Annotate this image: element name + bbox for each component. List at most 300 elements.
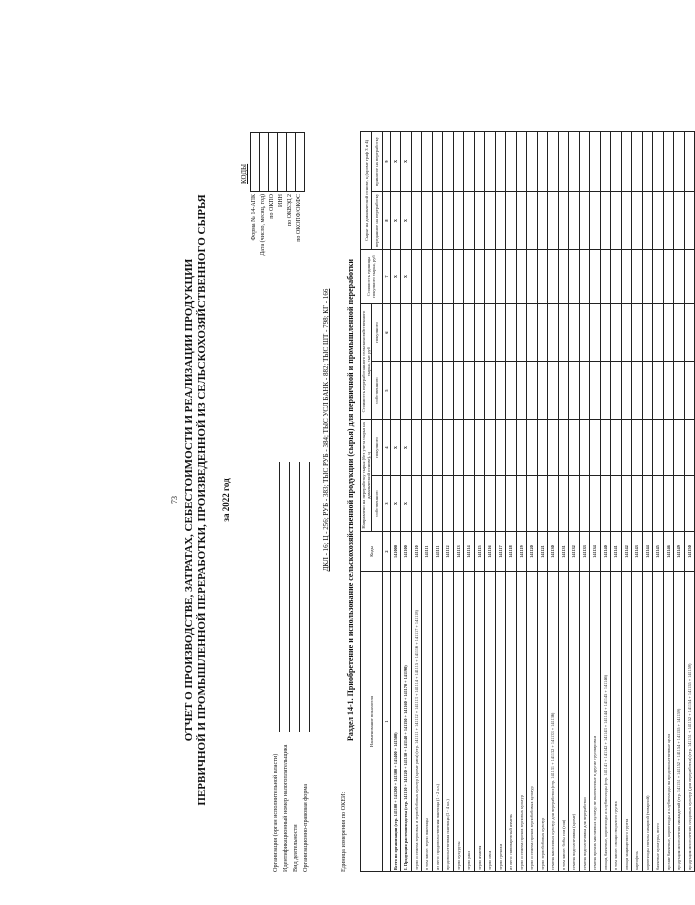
table-cell[interactable] bbox=[684, 304, 695, 362]
table-cell[interactable] bbox=[663, 362, 674, 420]
header-own-cost: собственного bbox=[372, 362, 383, 420]
table-cell[interactable]: Х bbox=[390, 476, 401, 532]
table-cell[interactable] bbox=[579, 420, 590, 476]
row-code: 141110 bbox=[411, 532, 422, 572]
table-row bbox=[569, 131, 580, 871]
table-cell[interactable] bbox=[653, 420, 664, 476]
title-line-1: ОТЧЕТ О ПРОИЗВОДСТВЕ, ЗАТРАТАХ, СЕБЕСТОИМОСТИ И РЕАЛИЗАЦИИ ПРОДУКЦИИ bbox=[183, 258, 195, 742]
table-row bbox=[401, 131, 412, 871]
table-cell[interactable] bbox=[432, 131, 443, 191]
table-cell[interactable] bbox=[516, 131, 527, 191]
row-name: картофель bbox=[632, 572, 643, 872]
table-cell[interactable] bbox=[600, 420, 611, 476]
table-cell[interactable] bbox=[621, 362, 632, 420]
table-cell[interactable] bbox=[390, 304, 401, 362]
table-row bbox=[653, 131, 664, 871]
table-cell[interactable] bbox=[590, 131, 601, 191]
row-code: 141143 bbox=[632, 532, 643, 572]
row-name: зерно и семена прочих зерновых культур bbox=[516, 572, 527, 872]
table-cell[interactable] bbox=[516, 304, 527, 362]
table-cell[interactable] bbox=[548, 304, 559, 362]
table-cell[interactable]: Х bbox=[390, 131, 401, 191]
form-label: Дата (число, месяц, год) bbox=[260, 194, 266, 256]
column-number: 6 bbox=[382, 304, 390, 362]
table-cell[interactable] bbox=[495, 250, 506, 304]
table-cell[interactable] bbox=[642, 131, 653, 191]
table-cell[interactable] bbox=[663, 250, 674, 304]
table-cell[interactable] bbox=[537, 362, 548, 420]
table-cell[interactable] bbox=[527, 420, 538, 476]
table-cell[interactable]: Х bbox=[401, 250, 412, 304]
table-cell[interactable] bbox=[653, 304, 664, 362]
table-cell[interactable] bbox=[411, 250, 422, 304]
table-cell[interactable] bbox=[642, 362, 653, 420]
table-cell[interactable] bbox=[464, 192, 475, 250]
column-number: 8 bbox=[382, 192, 390, 250]
table-cell[interactable] bbox=[653, 476, 664, 532]
row-name: I. Продукция растениеводства (стр. 141110 + 141120 + 141130 + 141140 + 141150 + 141160 + 141170 + 141190) bbox=[401, 572, 412, 872]
row-name: корнеплоды свеклы сахарной (товарной) bbox=[642, 572, 653, 872]
form-row bbox=[277, 132, 286, 332]
row-name: зерно гречихи bbox=[495, 572, 506, 872]
table-cell[interactable] bbox=[642, 420, 653, 476]
table-cell[interactable] bbox=[422, 250, 433, 304]
table-cell[interactable] bbox=[495, 420, 506, 476]
table-cell[interactable] bbox=[569, 131, 580, 191]
table-row bbox=[537, 131, 548, 871]
table-cell[interactable] bbox=[548, 476, 559, 532]
table-cell[interactable] bbox=[527, 192, 538, 250]
table-cell[interactable] bbox=[506, 131, 517, 191]
table-row bbox=[558, 131, 569, 871]
row-code: 141111 bbox=[432, 532, 443, 572]
table-cell[interactable] bbox=[464, 131, 475, 191]
table-cell[interactable] bbox=[621, 192, 632, 250]
table-cell[interactable] bbox=[506, 420, 517, 476]
table-row bbox=[506, 131, 517, 871]
org-fill-line bbox=[282, 462, 290, 732]
table-cell[interactable] bbox=[422, 420, 433, 476]
table-cell[interactable] bbox=[485, 476, 496, 532]
table-cell[interactable] bbox=[611, 304, 622, 362]
column-number: 3 bbox=[382, 476, 390, 532]
org-label-inn: Идентификационный номер налогоплательщика bbox=[282, 744, 289, 872]
table-cell[interactable] bbox=[600, 250, 611, 304]
table-cell[interactable] bbox=[632, 476, 643, 532]
table-cell[interactable] bbox=[653, 250, 664, 304]
table-cell[interactable] bbox=[611, 131, 622, 191]
table-cell[interactable] bbox=[684, 131, 695, 191]
table-cell[interactable] bbox=[485, 362, 496, 420]
table-row bbox=[684, 131, 695, 871]
table-cell[interactable] bbox=[453, 420, 464, 476]
form-row bbox=[268, 132, 277, 332]
table-cell[interactable] bbox=[443, 192, 454, 250]
table-cell[interactable] bbox=[422, 192, 433, 250]
org-label-activity: Вид деятельности bbox=[292, 824, 299, 872]
table-cell[interactable] bbox=[453, 250, 464, 304]
row-code: 141130 bbox=[548, 532, 559, 572]
table-cell[interactable] bbox=[569, 192, 580, 250]
table-cell[interactable] bbox=[611, 420, 622, 476]
table-cell[interactable] bbox=[453, 192, 464, 250]
table-cell[interactable] bbox=[516, 420, 527, 476]
table-cell[interactable] bbox=[516, 362, 527, 420]
row-name: зерно ржи bbox=[464, 572, 475, 872]
table-cell[interactable] bbox=[516, 476, 527, 532]
table-cell[interactable] bbox=[600, 362, 611, 420]
table-row bbox=[432, 131, 443, 871]
table-cell[interactable] bbox=[516, 192, 527, 250]
row-code: 141145 bbox=[653, 532, 664, 572]
table-cell[interactable] bbox=[548, 420, 559, 476]
table-cell[interactable] bbox=[443, 476, 454, 532]
header-code: Коды bbox=[361, 532, 383, 572]
row-code: 141132 bbox=[569, 532, 580, 572]
table-cell[interactable] bbox=[537, 304, 548, 362]
table-row bbox=[548, 131, 559, 871]
table-cell[interactable] bbox=[674, 250, 685, 304]
rotated-form bbox=[40, 120, 692, 880]
row-name: из него: пивоваренный ячмень bbox=[506, 572, 517, 872]
table-cell[interactable] bbox=[495, 131, 506, 191]
table-cell[interactable] bbox=[464, 476, 475, 532]
column-number: 4 bbox=[382, 420, 390, 476]
table-cell[interactable] bbox=[548, 250, 559, 304]
table-cell[interactable] bbox=[621, 250, 632, 304]
table-cell[interactable] bbox=[432, 476, 443, 532]
table-cell[interactable] bbox=[653, 192, 664, 250]
table-cell[interactable] bbox=[537, 476, 548, 532]
table-cell[interactable] bbox=[474, 420, 485, 476]
table-cell[interactable] bbox=[600, 304, 611, 362]
table-cell[interactable] bbox=[611, 192, 622, 250]
table-cell[interactable] bbox=[401, 362, 412, 420]
column-number: 2 bbox=[382, 532, 390, 572]
table-row bbox=[495, 131, 506, 871]
table-cell[interactable] bbox=[548, 131, 559, 191]
table-cell[interactable] bbox=[579, 362, 590, 420]
form-label: по ОКПО bbox=[269, 194, 275, 219]
row-name: семена прочих масличных культур не включенные в другие группировки bbox=[590, 572, 601, 872]
table-cell[interactable] bbox=[663, 192, 674, 250]
column-number: 9 bbox=[382, 131, 390, 191]
table-cell[interactable] bbox=[611, 476, 622, 532]
table-cell[interactable] bbox=[527, 476, 538, 532]
table-cell[interactable] bbox=[600, 192, 611, 250]
table-cell[interactable] bbox=[621, 476, 632, 532]
form-row bbox=[259, 132, 268, 332]
units-legend: ДКЛ - 16; Ц - 256; РУБ - 383; ТЫС РУБ - 384; ТЫС УСЛ БАНК - 882; ТЫС ШТ - 798; КГ - 166 bbox=[322, 288, 330, 572]
table-cell[interactable] bbox=[506, 304, 517, 362]
form-label: ИНН bbox=[278, 194, 284, 207]
table-cell[interactable] bbox=[569, 304, 580, 362]
table-cell[interactable] bbox=[537, 131, 548, 191]
table-cell[interactable] bbox=[422, 304, 433, 362]
header-unit-cost: Стоимость единицы покупного сырья, руб bbox=[361, 250, 383, 304]
table-cell[interactable] bbox=[432, 250, 443, 304]
table-cell[interactable] bbox=[495, 304, 506, 362]
table-cell[interactable] bbox=[674, 420, 685, 476]
row-code: 141133 bbox=[579, 532, 590, 572]
table-cell[interactable] bbox=[527, 250, 538, 304]
table-cell[interactable]: Х bbox=[390, 192, 401, 250]
table-row bbox=[422, 131, 433, 871]
org-fill-line bbox=[302, 462, 310, 732]
table-cell[interactable] bbox=[527, 362, 538, 420]
table-cell[interactable] bbox=[390, 362, 401, 420]
table-cell[interactable] bbox=[569, 420, 580, 476]
table-cell[interactable] bbox=[632, 250, 643, 304]
table-cell[interactable] bbox=[432, 304, 443, 362]
table-cell[interactable] bbox=[432, 362, 443, 420]
table-cell[interactable] bbox=[558, 362, 569, 420]
table-cell[interactable] bbox=[495, 362, 506, 420]
table-cell[interactable] bbox=[537, 192, 548, 250]
row-name: зерно и семена зерновых и зернобобовых культур (кроме риса) (стр. 141111 + 141112 + 141113 + 141114 + 141115 + 141116 + 141117 + 141118) bbox=[411, 572, 422, 872]
row-code: 141149 bbox=[674, 532, 685, 572]
table-cell[interactable] bbox=[443, 304, 454, 362]
header-own: собственного bbox=[372, 476, 383, 532]
table-cell[interactable] bbox=[464, 250, 475, 304]
table-cell[interactable] bbox=[674, 304, 685, 362]
table-cell[interactable] bbox=[600, 131, 611, 191]
table-cell[interactable] bbox=[411, 192, 422, 250]
table-cell[interactable] bbox=[590, 250, 601, 304]
table-cell[interactable] bbox=[590, 362, 601, 420]
row-code: 141141 bbox=[611, 532, 622, 572]
table-cell[interactable] bbox=[548, 362, 559, 420]
table-cell[interactable] bbox=[411, 304, 422, 362]
table-cell[interactable] bbox=[548, 192, 559, 250]
table-cell[interactable] bbox=[443, 420, 454, 476]
table-cell[interactable] bbox=[590, 304, 601, 362]
row-code: 141117 bbox=[495, 532, 506, 572]
table-cell[interactable]: Х bbox=[401, 131, 412, 191]
table-cell[interactable] bbox=[485, 192, 496, 250]
table-cell[interactable] bbox=[663, 476, 674, 532]
table-cell[interactable] bbox=[684, 192, 695, 250]
table-cell[interactable] bbox=[495, 192, 506, 250]
row-code: 141120 bbox=[527, 532, 538, 572]
table-cell[interactable] bbox=[684, 476, 695, 532]
table-cell[interactable] bbox=[558, 131, 569, 191]
table-cell[interactable] bbox=[422, 362, 433, 420]
table-row bbox=[453, 131, 464, 871]
table-cell[interactable] bbox=[579, 250, 590, 304]
table-cell[interactable] bbox=[558, 250, 569, 304]
table-cell[interactable] bbox=[632, 131, 643, 191]
row-code: 141119 bbox=[516, 532, 527, 572]
table-cell[interactable] bbox=[674, 131, 685, 191]
table-cell[interactable] bbox=[674, 476, 685, 532]
table-cell[interactable] bbox=[632, 420, 643, 476]
table-cell[interactable] bbox=[663, 304, 674, 362]
table-cell[interactable] bbox=[443, 131, 454, 191]
table-cell[interactable] bbox=[558, 420, 569, 476]
table-cell[interactable] bbox=[474, 362, 485, 420]
table-cell[interactable] bbox=[642, 250, 653, 304]
table-cell[interactable] bbox=[474, 476, 485, 532]
column-number: 7 bbox=[382, 250, 390, 304]
table-cell[interactable] bbox=[422, 131, 433, 191]
table-cell[interactable] bbox=[443, 250, 454, 304]
form-row bbox=[295, 132, 304, 332]
unit-measure-label: Единица измерения по ОКЕИ: bbox=[340, 791, 347, 872]
table-cell[interactable] bbox=[495, 476, 506, 532]
table-cell[interactable] bbox=[464, 362, 475, 420]
table-cell[interactable] bbox=[432, 420, 443, 476]
table-cell[interactable] bbox=[537, 250, 548, 304]
table-cell[interactable] bbox=[579, 192, 590, 250]
table-cell[interactable] bbox=[464, 420, 475, 476]
form-label: по ОКОПФ/ОКФС bbox=[296, 194, 302, 242]
table-cell[interactable] bbox=[674, 362, 685, 420]
table-cell[interactable] bbox=[621, 420, 632, 476]
row-name: прочие бахчевые, корнеплоды и клубнеплоды на продовольственные цели bbox=[663, 572, 674, 872]
table-cell[interactable] bbox=[579, 476, 590, 532]
table-cell[interactable] bbox=[590, 420, 601, 476]
table-cell[interactable] bbox=[653, 362, 664, 420]
table-cell[interactable] bbox=[422, 476, 433, 532]
table-cell[interactable] bbox=[485, 131, 496, 191]
table-body bbox=[390, 131, 695, 871]
table-row bbox=[443, 131, 454, 871]
table-cell[interactable] bbox=[632, 192, 643, 250]
row-name: в том числе: зерно пшеницы bbox=[422, 572, 433, 872]
row-code: 141118 bbox=[506, 532, 517, 572]
row-name: овощи, бахчевые, корнеплоды и клубнеплоды (стр. 141141 + 141142 + 141143 + 141144 + 141145 + 141146) bbox=[600, 572, 611, 872]
header-tolling: Сырье на давальческой основе, ц (кроме граф 3 и 4) bbox=[361, 131, 372, 249]
row-name: семена подсолнечника (кроме) bbox=[569, 572, 580, 872]
table-row bbox=[485, 131, 496, 871]
row-name: зерно зернобобовых культур bbox=[537, 572, 548, 872]
column-number: 1 bbox=[382, 572, 390, 872]
table-cell[interactable] bbox=[453, 304, 464, 362]
table-cell[interactable] bbox=[611, 362, 622, 420]
table-cell[interactable] bbox=[663, 420, 674, 476]
table-cell[interactable] bbox=[632, 304, 643, 362]
table-row bbox=[527, 131, 538, 871]
table-cell[interactable] bbox=[411, 476, 422, 532]
table-cell[interactable] bbox=[590, 192, 601, 250]
table-cell[interactable] bbox=[611, 250, 622, 304]
table-cell[interactable] bbox=[506, 476, 517, 532]
table-cell[interactable] bbox=[474, 192, 485, 250]
row-code: 141112 bbox=[443, 532, 454, 572]
table-row bbox=[674, 131, 685, 871]
table-row bbox=[632, 131, 643, 871]
table-cell[interactable] bbox=[663, 131, 674, 191]
table-cell[interactable]: Х bbox=[390, 420, 401, 476]
row-code: 141134 bbox=[590, 532, 601, 572]
table-cell[interactable] bbox=[653, 131, 664, 191]
row-name: семена подсолнечника для переработки bbox=[579, 572, 590, 872]
table-cell[interactable] bbox=[432, 192, 443, 250]
table-cell[interactable] bbox=[621, 131, 632, 191]
title-line-2: ПЕРВИЧНОЙ И ПРОМЫШЛЕННОЙ ПЕРЕРАБОТКИ, ПРОИЗВЕДЕННОЙ ИЗ СЕЛЬСКОХОЗЯЙСТВЕННОГО СЫРЬЯ bbox=[195, 194, 208, 806]
table-cell[interactable] bbox=[579, 304, 590, 362]
table-cell[interactable] bbox=[674, 192, 685, 250]
table-cell[interactable] bbox=[569, 476, 580, 532]
table-cell[interactable] bbox=[411, 420, 422, 476]
table-cell[interactable] bbox=[411, 362, 422, 420]
table-cell[interactable] bbox=[453, 362, 464, 420]
table-cell[interactable] bbox=[569, 362, 580, 420]
table-cell[interactable] bbox=[621, 304, 632, 362]
row-name: продукция многолетних плодовых культур (для переработки) (стр. 141151 + 141152 + 141154 + 141155 + 141159) bbox=[684, 572, 695, 872]
table-cell[interactable] bbox=[684, 250, 695, 304]
table-cell[interactable] bbox=[590, 476, 601, 532]
table-cell[interactable] bbox=[474, 250, 485, 304]
table-cell[interactable]: Х bbox=[401, 476, 412, 532]
row-name: семена масличных культур для переработки (стр. 141131 + 141132 + 141133 + 141136) bbox=[548, 572, 559, 872]
table-cell[interactable] bbox=[506, 192, 517, 250]
row-code: 141131 bbox=[558, 532, 569, 572]
table-cell[interactable] bbox=[684, 362, 695, 420]
data-table bbox=[360, 131, 695, 872]
column-number: 5 bbox=[382, 362, 390, 420]
table-cell[interactable] bbox=[464, 304, 475, 362]
row-name: бахчевые культуры, всего bbox=[653, 572, 664, 872]
table-cell[interactable] bbox=[632, 362, 643, 420]
table-cell[interactable]: Х bbox=[401, 192, 412, 250]
table-cell[interactable] bbox=[443, 362, 454, 420]
table-cell[interactable] bbox=[453, 476, 464, 532]
row-code: 141144 bbox=[642, 532, 653, 572]
row-name: зерно кукурузы bbox=[453, 572, 464, 872]
table-cell[interactable] bbox=[642, 476, 653, 532]
table-cell[interactable] bbox=[558, 476, 569, 532]
table-cell[interactable] bbox=[558, 304, 569, 362]
table-row bbox=[611, 131, 622, 871]
row-name: зерно овса bbox=[485, 572, 496, 872]
table-cell[interactable] bbox=[453, 131, 464, 191]
table-cell[interactable] bbox=[684, 420, 695, 476]
table-cell[interactable] bbox=[485, 420, 496, 476]
table-cell[interactable] bbox=[516, 250, 527, 304]
table-cell[interactable] bbox=[411, 131, 422, 191]
table-cell[interactable] bbox=[527, 131, 538, 191]
table-row bbox=[464, 131, 475, 871]
table-cell[interactable] bbox=[401, 304, 412, 362]
table-cell[interactable] bbox=[474, 304, 485, 362]
section-title: Раздел 14-1. Приобретение и использование сельскохозяйственной продукции (сырья) для первичной и промышленной переработки bbox=[346, 258, 355, 742]
codes-header: КОДЫ bbox=[240, 163, 248, 184]
table-cell[interactable] bbox=[600, 476, 611, 532]
table-cell[interactable] bbox=[474, 131, 485, 191]
table-cell[interactable] bbox=[558, 192, 569, 250]
table-cell[interactable]: Х bbox=[401, 420, 412, 476]
row-name: зерно и семена прочих зернобобовых культур bbox=[527, 572, 538, 872]
table-cell[interactable] bbox=[485, 250, 496, 304]
table-cell[interactable] bbox=[537, 420, 548, 476]
table-cell[interactable] bbox=[506, 362, 517, 420]
header-accepted: принятое на переработку bbox=[372, 131, 383, 191]
table-cell[interactable] bbox=[642, 304, 653, 362]
column-numbering-row bbox=[382, 131, 390, 871]
table-cell[interactable] bbox=[569, 250, 580, 304]
table-row bbox=[663, 131, 674, 871]
table-cell[interactable] bbox=[642, 192, 653, 250]
report-title bbox=[183, 180, 208, 820]
table-row bbox=[621, 131, 632, 871]
table-cell[interactable] bbox=[506, 250, 517, 304]
table-cell[interactable] bbox=[527, 304, 538, 362]
table-cell[interactable]: Х bbox=[390, 250, 401, 304]
table-cell[interactable] bbox=[485, 304, 496, 362]
table-cell[interactable] bbox=[579, 131, 590, 191]
